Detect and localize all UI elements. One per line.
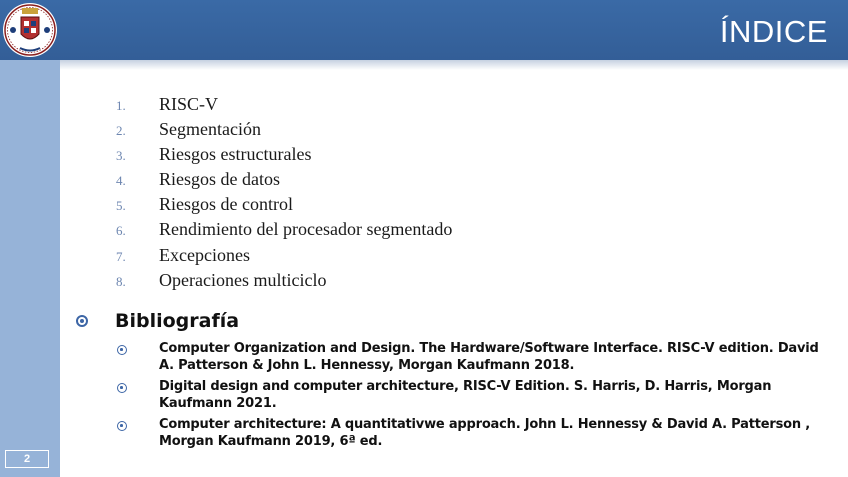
toc-number: 2. (116, 123, 126, 139)
toc-item (116, 245, 452, 270)
bibliography-list (117, 341, 827, 455)
toc-item (116, 144, 452, 169)
list-item (117, 341, 827, 374)
toc-text: RISC-V (159, 94, 219, 114)
list-item (117, 417, 827, 450)
sidebar-strip (0, 60, 60, 477)
toc-text: Rendimiento del procesador segmentado (159, 219, 453, 240)
toc-item (116, 219, 452, 244)
toc-number: 8. (116, 273, 126, 289)
slide-title: ÍNDICE (719, 14, 828, 49)
ring-bullet-icon (117, 421, 127, 431)
toc-item (116, 94, 452, 119)
table-of-contents (116, 94, 452, 295)
university-seal-icon (0, 0, 60, 60)
reference-text: Computer architecture: A quantitativwe approach. John L. Hennessy & David A. Patterson , Morgan Kaufmann 2019, 6ª ed. (159, 417, 810, 449)
toc-text: Segmentación (159, 119, 261, 140)
toc-text: Excepciones (159, 244, 250, 265)
header-shadow (60, 60, 848, 70)
toc-number: 3. (116, 148, 126, 164)
list-item (117, 379, 827, 412)
toc-item (116, 194, 452, 219)
toc-item (116, 270, 452, 295)
toc-number: 4. (116, 173, 126, 189)
reference-text: Digital design and computer architecture, RISC-V Edition. S. Harris, D. Harris, Morgan Kaufmann 2021. (159, 379, 772, 411)
bibliography-section (76, 310, 239, 332)
toc-number: 5. (116, 198, 126, 214)
toc-number: 1. (116, 98, 126, 113)
toc-item (116, 119, 452, 144)
ring-bullet-icon (76, 315, 88, 327)
toc-text: Operaciones multiciclo (159, 269, 327, 290)
page-number: 2 (5, 450, 49, 468)
ring-bullet-icon (117, 383, 127, 393)
header-bar (0, 0, 848, 60)
bibliography-heading: Bibliografía (115, 310, 240, 332)
toc-item (116, 169, 452, 194)
reference-text: Computer Organization and Design. The Hardware/Software Interface. RISC-V edition. David A. Patterson & John L. Hennessy, Morgan Kaufmann 2018. (159, 341, 819, 373)
toc-text: Riesgos de datos (159, 169, 280, 190)
toc-text: Riesgos estructurales (159, 144, 312, 165)
ring-bullet-icon (117, 345, 127, 355)
toc-number: 7. (116, 248, 126, 264)
toc-text: Riesgos de control (159, 194, 293, 215)
toc-number: 6. (116, 223, 126, 239)
